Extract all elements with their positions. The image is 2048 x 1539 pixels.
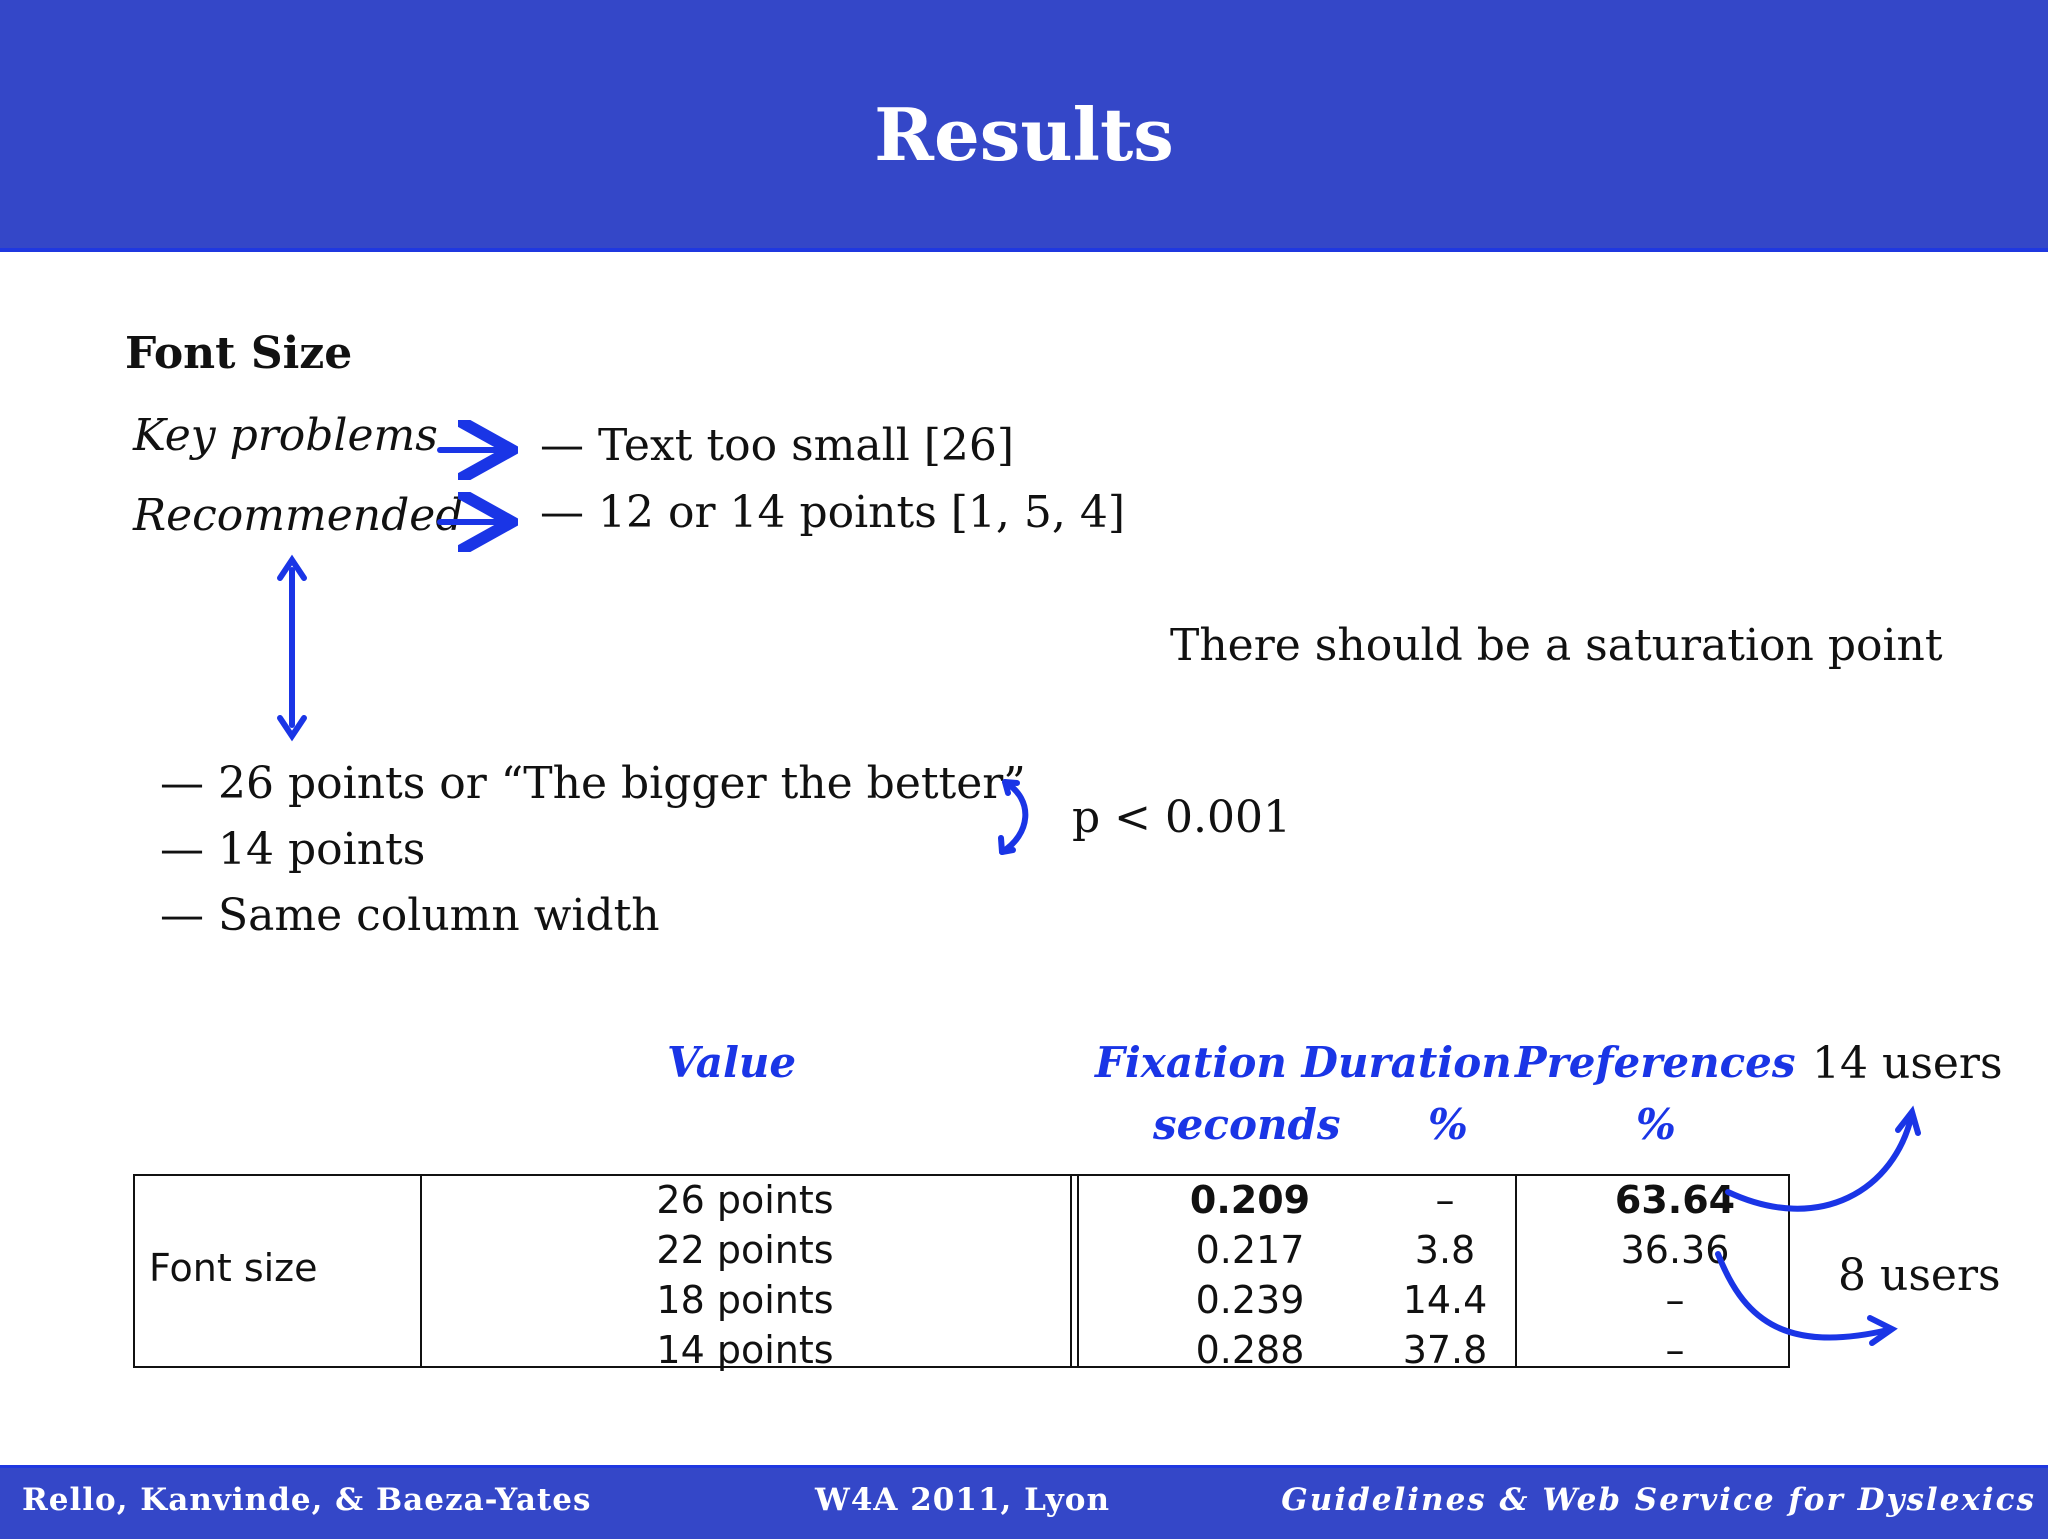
table-cell-value: 14 points [656,1328,834,1372]
table-cell-percent: – [1435,1178,1455,1222]
slide-header [0,0,2048,252]
bullet-item: — Same column width [160,890,660,941]
table-cell-preference: 63.64 [1614,1178,1736,1222]
table-cell-value: 26 points [656,1178,834,1222]
p-value: p < 0.001 [1072,792,1291,843]
table-cell-seconds: 0.288 [1195,1328,1305,1372]
saturation-note: There should be a saturation point [1170,620,1943,671]
table-cell-seconds: 0.217 [1195,1228,1305,1272]
slide-title: Results [874,92,1174,177]
table-divider [1515,1176,1517,1366]
header-value: Value [667,1038,797,1087]
table-cell-seconds: 0.239 [1195,1278,1305,1322]
table-cell-value: 18 points [656,1278,834,1322]
bullet-item: — 26 points or “The bigger the better” [160,758,1026,809]
table-cell-percent: 3.8 [1414,1228,1476,1272]
table-cell-percent: 37.8 [1402,1328,1488,1372]
table-cell-value: 22 points [656,1228,834,1272]
table-divider [1077,1176,1079,1366]
footer-topic: Guidelines & Web Service for Dyslexics [1281,1482,2036,1518]
arrow-up-icon [280,560,304,578]
slide-footer [0,1465,2048,1539]
header-percent: % [1428,1100,1468,1149]
bullet-item: — 14 points [160,824,426,875]
footer-venue: W4A 2011, Lyon [815,1482,1111,1518]
table-cell-preference: – [1665,1278,1685,1322]
annotation-14-users: 14 users [1812,1038,2003,1089]
row-label: Font size [149,1246,318,1290]
table-cell-seconds: 0.209 [1189,1178,1311,1222]
table-cell-preference: 36.36 [1620,1228,1730,1272]
footer-authors: Rello, Kanvinde, & Baeza-Yates [22,1482,592,1518]
section-title: Font Size [125,328,353,379]
recommended-label: Recommended [133,490,464,541]
header-fixation-duration: Fixation Duration [1095,1038,1512,1087]
table-cell-preference: – [1665,1328,1685,1372]
header-pref-percent: % [1636,1100,1676,1149]
key-problems-text: — Text too small [26] [540,420,1015,471]
table-divider [1070,1176,1072,1366]
table-divider [420,1176,422,1366]
results-table [133,1174,1790,1372]
annotation-8-users: 8 users [1838,1250,2001,1301]
header-preferences: Preferences [1515,1038,1796,1087]
recommended-text: — 12 or 14 points [1, 5, 4] [540,487,1126,538]
arrow-down-icon [280,718,304,736]
header-seconds: seconds [1153,1100,1341,1149]
table-cell-percent: 14.4 [1402,1278,1488,1322]
key-problems-label: Key problems [133,410,438,461]
